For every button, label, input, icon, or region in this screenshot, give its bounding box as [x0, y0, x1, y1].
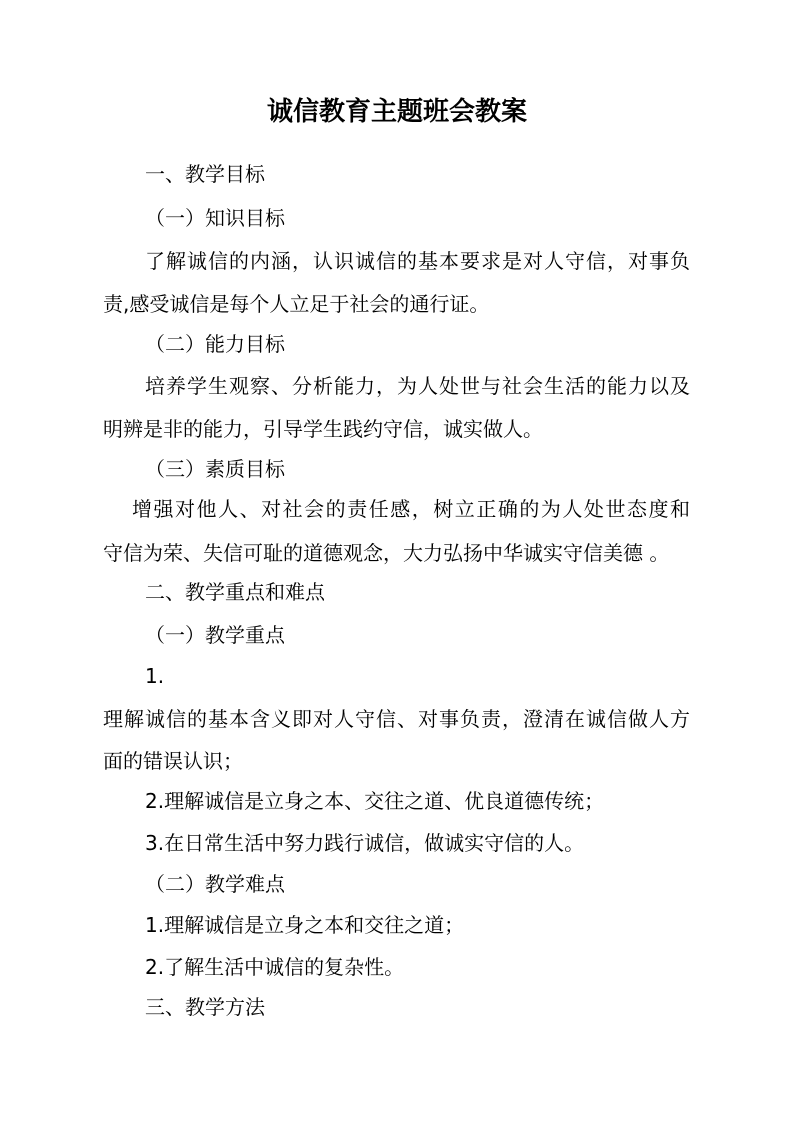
section-heading-teaching-goals: 一、教学目标	[145, 162, 265, 186]
paragraph-line: 培养学生观察、分析能力，为人处世与社会生活的能力以及	[145, 374, 690, 398]
list-item: 面的错误认识；	[103, 749, 243, 773]
paragraph-line: 增强对他人、对社会的责任感，树立正确的为人处世态度和	[132, 497, 690, 521]
section-heading-key-points: 二、教学重点和难点	[145, 580, 325, 604]
list-item: 2.了解生活中诚信的复杂性。	[145, 955, 405, 979]
paragraph-line: 了解诚信的内涵，认识诚信的基本要求是对人守信，对事负	[145, 249, 690, 273]
subheading-ability-goal: （二）能力目标	[145, 332, 285, 356]
document-title: 诚信教育主题班会教案	[266, 97, 527, 127]
subheading-quality-goal: （三）素质目标	[145, 457, 285, 481]
list-item: 3.在日常生活中努力践行诚信，做诚实守信的人。	[145, 831, 585, 855]
list-item: 理解诚信的基本含义即对人守信、对事负责，澄清在诚信做人方	[103, 707, 690, 731]
paragraph-line: 守信为荣、失信可耻的道德观念，大力弘扬中华诚实守信美德 。	[103, 541, 670, 565]
subheading-teaching-focus: （一）教学重点	[145, 623, 285, 647]
subheading-knowledge-goal: （一）知识目标	[145, 206, 285, 230]
section-heading-teaching-methods: 三、教学方法	[145, 995, 265, 1019]
list-item: 2.理解诚信是立身之本、交往之道、优良道德传统；	[145, 789, 605, 813]
paragraph-line: 明辨是非的能力，引导学生践约守信，诚实做人。	[103, 417, 543, 441]
paragraph-line: 责,感受诚信是每个人立足于社会的通行证。	[103, 292, 490, 316]
list-item: 1.理解诚信是立身之本和交往之道；	[145, 913, 465, 937]
subheading-teaching-difficulty: （二）教学难点	[145, 872, 285, 896]
list-item-number: 1.	[145, 664, 165, 688]
